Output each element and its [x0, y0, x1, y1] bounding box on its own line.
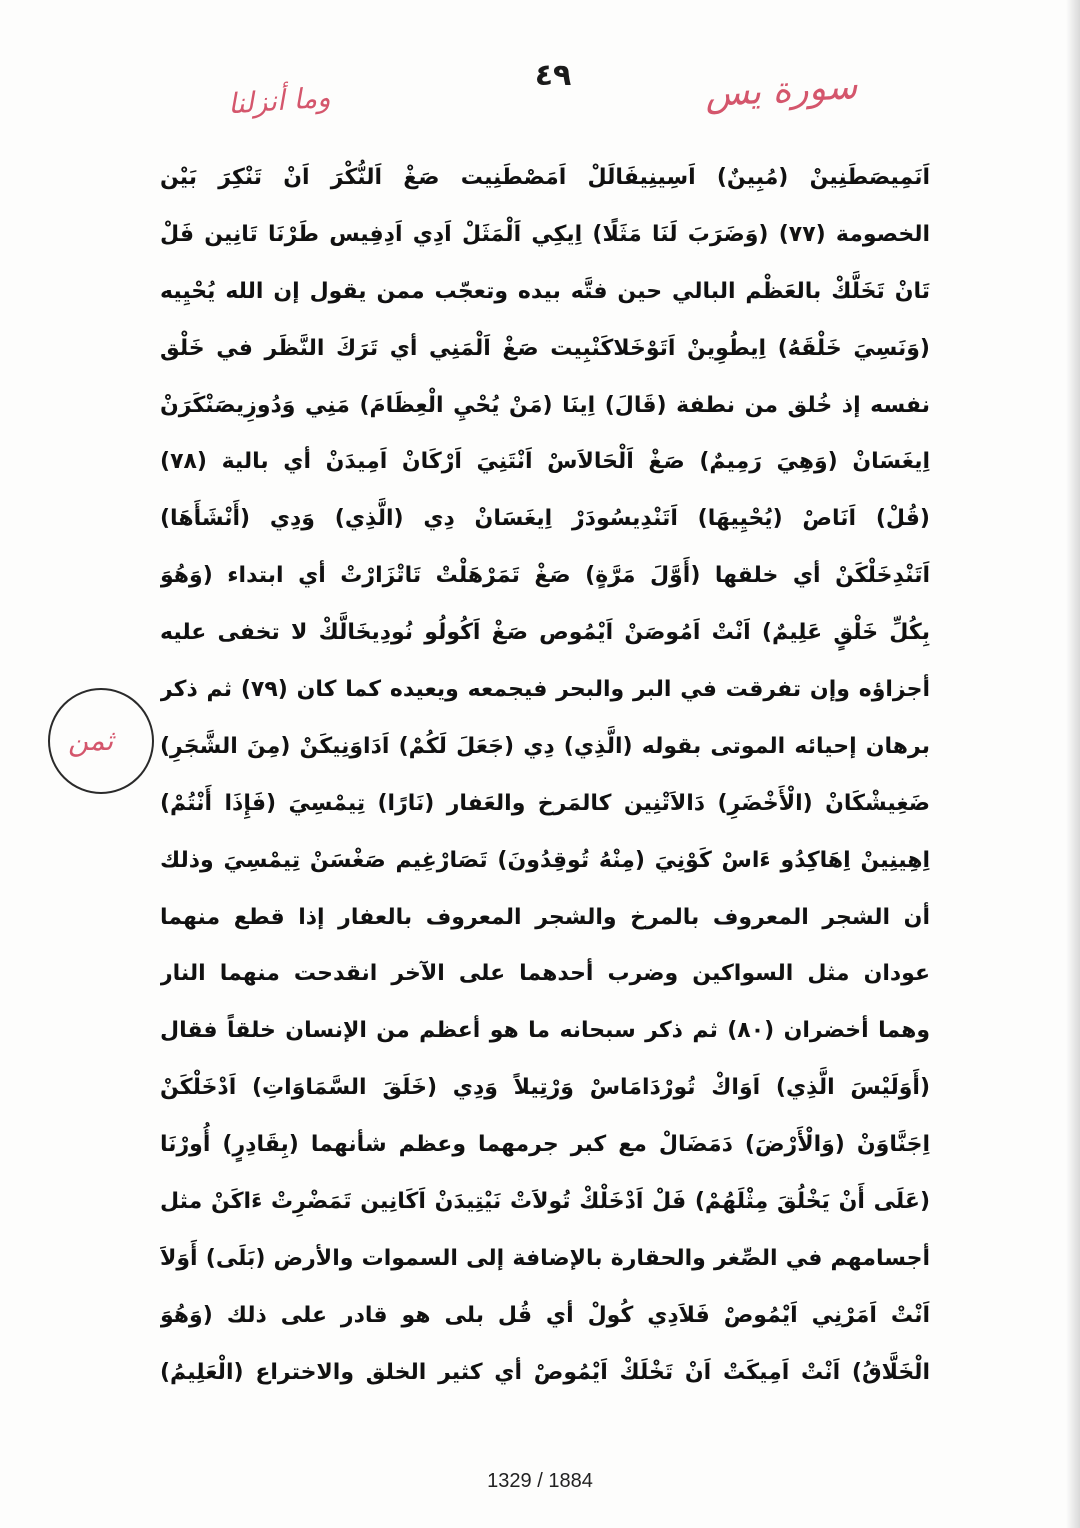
- text-line: أن الشجر المعروف بالمرخ والشجر المعروف بالعفار إذا قطع منهما: [160, 904, 930, 930]
- text-line: اَتَنْدِخَلْكَنْ أي خلقها (أَوَّلَ مَرَّةٍ) صَغْ تَمَرْهَلْتْ تَاتْزَارْتْ أي ابتداء (وَهُوَ: [160, 563, 930, 589]
- text-line: الخصومة (٧٧) (وَضَرَبَ لَنَا مَثَلًا) اِيكِي اَلْمَثَلْ اَدِي اَدِفِيس طَرْنَا تَانِين فَلْ: [160, 221, 930, 247]
- text-line: عودان مثل السواكين وضرب أحدهما على الآخر انقدحت منهما النار: [160, 961, 930, 987]
- text-line: ضَغِيشْكَانْ (الْأَخْضَرِ) دَالاَتْنِين كالمَرخ والعَفار (نَارًا) تِيمْسِيَ (فَإِذَا أَنْتُمْ): [160, 790, 930, 816]
- text-line: نفسه إذ خُلق من نطفة (قَالَ) اِينَا (مَنْ يُحْيِ الْعِظَامَ) مَنِي وَدُوزِيصَنْكَرَنْ: [160, 392, 930, 418]
- text-line: (عَلَى أَنْ يَخْلُقَ مِثْلَهُمْ) فَلْ اَدْخَلْكْ تُولاَتْ نَيْتِيدَنْ اَكَانِين تَمَضْرِتْ ءَاكَنْ مثل: [160, 1189, 930, 1215]
- text-line: وهما أخضران (٨٠) ثم ذكر سبحانه ما هو أعظم من الإنسان خلقاً فقال: [160, 1018, 930, 1044]
- margin-note-previous: وما أنزلنا: [226, 80, 332, 121]
- text-line: (قُلْ) اَنَاصْ (يُحْيِيهَا) اَتَنْدِيسُودَرْ اِيغَسَانْ دِي (الَّذِي) وَدِي (أَنْشَأَهَا): [160, 506, 930, 532]
- text-line: اِيغَسَانْ (وَهِيَ رَمِيمٌ) صَغْ اَلْحَالاَسْ اَنْتَنِيَ اَرْكَانْ اَمِيدَنْ أي بالية (٧٨): [160, 449, 930, 475]
- text-line: اَنَمِيصَطَنِينْ (مُبِينٌ) اَسِينِيفَالَلْ اَمَصْطَنِيت صَغْ اَلنُّكْرَ اَنْ تَنْكِرَ بَيْن: [160, 165, 930, 190]
- text-line: الْخَلَّاقُ) اَنْتْ اَمِيكَتْ اَنْ تَخْلَكْ اَيْمُوصْ أي كثير الخلق والاختراع (الْعَلِيمُ): [160, 1359, 930, 1385]
- body-text: [160, 150, 930, 1402]
- text-line: (وَنَسِيَ خَلْقَهُ) اِيطُوِينْ اَتَوْخَلاكَنْبِيت صَغْ اَلْمَنِي أي تَرَكَ النَّظَر في خَلْق: [160, 335, 930, 361]
- text-line: تَانْ تَخَلَّكْ بالعَظْم البالي حين فتَّه بيده وتعجّب ممن يقول إن الله يُحْيِيه: [160, 278, 930, 304]
- text-line: اِهِينِينْ اِهَاكِدُو ءَاسْ كَوْنِيَ (مِنْهُ تُوقِدُونَ) تَصَارْغِيم صَغْسَنْ تِيمْسِيَ وذلك: [160, 847, 930, 873]
- text-line: أجزاؤه وإن تفرقت في البر والبحر فيجمعه ويعيده كما كان (٧٩) ثم ذكر: [160, 677, 930, 703]
- text-line: أجسامهم في الصِّغر والحقارة بالإضافة إلى السموات والأرض (بَلَى) أَوَلاَ: [160, 1245, 930, 1271]
- page-edge-shadow: [1066, 0, 1080, 1528]
- page-number: ٤٩: [534, 58, 572, 93]
- margin-note-surah: سورة يس: [704, 66, 859, 115]
- page-counter: 1329 / 1884: [487, 1470, 593, 1492]
- text-line: برهان إحيائه الموتى بقوله (الَّذِي) دِي (جَعَلَ لَكُمْ) اَدَاوَنِيكَنْ (مِنَ الشَّجَرِ): [160, 733, 930, 759]
- text-line: (أَوَلَيْسَ الَّذِي) اَوَاكْ تُورْدَامَاسْ وَرْتِيلاً وَدِي (خَلَقَ السَّمَاوَاتِ) اَدْخَلْكَنْ: [160, 1075, 930, 1101]
- circled-margin-note: [48, 688, 154, 794]
- text-line: اِجَنَّاوَنْ (وَالْأَرْضَ) دَمَضَالْ مع كبر جرمهما وعظم شأنهما (بِقَادِرٍ) أُورْنَا: [160, 1132, 930, 1158]
- text-line: بِكُلِّ خَلْقٍ عَلِيمٌ) اَنْتْ اَمُوصَنْ اَيْمُوص صَغْ اَكُولُو نُودِيخَالَّكْ لا تخفى عليه: [160, 620, 930, 646]
- circled-margin-note-text: ثمن: [68, 724, 114, 757]
- text-line: اَنْتْ اَمَرْنِي اَيْمُوصْ فَلاَدِي كُولْ أي قُل بلى هو قادر على ذلك (وَهُوَ: [160, 1302, 930, 1328]
